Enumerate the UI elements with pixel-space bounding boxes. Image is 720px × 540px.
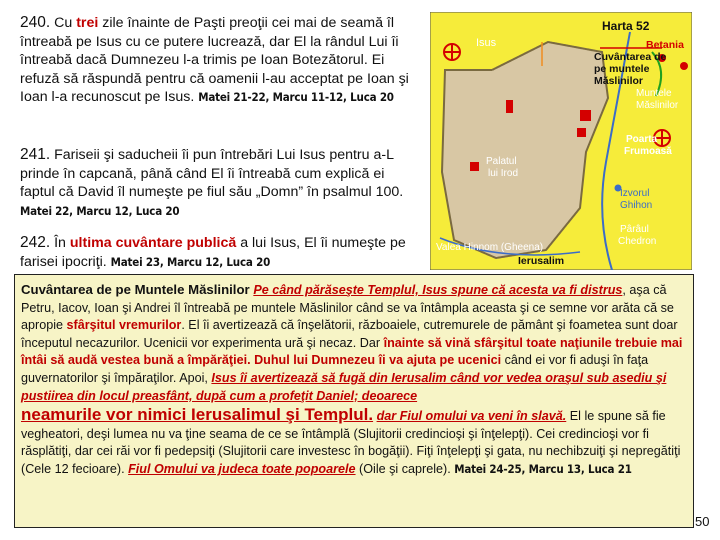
building-icon bbox=[577, 128, 586, 137]
scripture-reference: Matei 22, Marcu 12, Luca 20 bbox=[20, 203, 180, 218]
map-label: Isus bbox=[476, 37, 497, 49]
building-icon bbox=[580, 110, 591, 121]
box-text: El le spune să fie vegheatori, deşi lumea nu va ţine seama de ce se întâmplă (Slujitorii credincioşi şi înţelepţi). Cei credincioşi vor fi răsplătiţi, dar cei răi vor fi pedepsiţi (Slujitorii care investesc în bogăţii). Fiţi înţelepţi şi gata, nu nechibzuiţi şi nepregătiţi (Cele 12 fecioare). bbox=[21, 409, 681, 476]
section-text: a lui Isus, El îi numeşte pe farisei ipocriţi. bbox=[20, 235, 406, 270]
emphasis-text: trei bbox=[76, 15, 99, 31]
scripture-reference: Matei 21-22, Marcu 11-12, Luca 20 bbox=[198, 90, 394, 104]
section-text: În bbox=[50, 235, 70, 251]
section-text: zile înainte de Paşti preoţii cei mai de seamă îl întreabă pe Isus cu ce putere lucrează, dar El la rândul Lui îi întreabă dacă Dumnezeu l-a trimis pe Ioan Botezătorul. Ei refuză să răspundă pentru că oamenii l-au acceptat pe Ioan şi Ioan l-a recunoscut pe Isus. bbox=[20, 15, 409, 105]
box-title: Cuvântarea de pe Muntele Măslinilor bbox=[21, 282, 254, 297]
scripture-reference: Matei 24-25, Marcu 13, Luca 21 bbox=[454, 461, 632, 476]
section-text: Cu bbox=[50, 15, 77, 31]
map-label: Cuvântarea de bbox=[594, 51, 667, 63]
box-text: . El îi avertizează că înşelătorii, războaiele, cutremurele de pământ şi foametea sunt doar începutul necazurilor. Ucenicii vor experimenta ură şi necaz. Dar bbox=[21, 318, 678, 350]
map-label: Betania bbox=[646, 39, 684, 51]
emphasis-text: ultima cuvântare publică bbox=[69, 235, 237, 251]
map-label: Poarta bbox=[626, 134, 658, 145]
section-240 bbox=[20, 14, 418, 107]
map-label: Palatul bbox=[486, 156, 517, 167]
building-icon bbox=[506, 100, 513, 113]
emphasis-text: Isus îi avertizează să fugă din Ierusalim când vor vedea oraşul sub asediu şi pustiirea din locul preasfânt, după cum a profeţit Daniel; deoarece bbox=[21, 370, 667, 403]
map-label: Chedron bbox=[618, 236, 657, 247]
box-text: , aşa că Petru, Iacov, Ioan şi Andrei îl întreabă pe muntele Măslinilor când se va întâmpla aceasta şi ce semne vor arăta că se apropie bbox=[21, 283, 674, 333]
map-label: Izvorul bbox=[620, 188, 650, 199]
map-label: Ierusalim bbox=[518, 255, 565, 267]
scripture-reference: Matei 23, Marcu 12, Luca 20 bbox=[110, 254, 271, 269]
map-label: Muntele bbox=[636, 88, 672, 99]
emphasis-text: Fiul Omului va judeca toate popoarele bbox=[128, 461, 356, 476]
emphasis-text: Pe când părăseşte Templul, Isus spune că acesta va fi distrus bbox=[253, 283, 623, 297]
headline-text: neamurile vor nimici Ierusalimul şi Templul. bbox=[21, 405, 374, 425]
box-text: (Oile şi caprele). bbox=[355, 461, 455, 476]
map-label: pe muntele bbox=[594, 63, 650, 75]
map-title: Harta 52 bbox=[602, 19, 650, 33]
map-label: Valea Hinnom (Gheena) bbox=[436, 242, 544, 253]
section-text: Fariseii şi saducheii îi pun întrebări Lui Isus pentru a-L prinde în capcană, până când El îi întreabă cum explică ei faptul că David îl numeşte pe fiul său „Domn” în psalmul 100. bbox=[20, 147, 404, 200]
map-label: Măslinilor bbox=[594, 75, 644, 87]
box-text: când ei vor fi aduşi în faţa guvernatorilor şi împăraţilor. Apoi, bbox=[21, 353, 649, 385]
section-number: 241. bbox=[20, 146, 51, 163]
map-label: Pârâul bbox=[620, 224, 649, 235]
page-number: 50 bbox=[695, 514, 710, 529]
building-icon bbox=[470, 162, 479, 171]
olivet-discourse-box bbox=[14, 274, 694, 528]
map-label: Măslinilor bbox=[636, 100, 679, 111]
map-label: lui Irod bbox=[488, 168, 519, 179]
section-number: 240. bbox=[20, 14, 51, 31]
location-dot-icon bbox=[680, 62, 688, 70]
emphasis-text: sfârşitul vremurilor bbox=[66, 318, 182, 333]
section-242 bbox=[20, 234, 420, 271]
jerusalem-map bbox=[430, 12, 692, 270]
map-label: Ghihon bbox=[620, 200, 653, 211]
emphasis-text: dar Fiul omului va veni în slavă. bbox=[376, 409, 567, 424]
map-label: Frumoasă bbox=[624, 146, 672, 157]
section-number: 242. bbox=[20, 234, 51, 251]
emphasis-text: înainte să vină sfârşitul toate naţiunile trebuie mai întâi să audă vestea bună a împărăţiei. Duhul lui Dumnezeu îi va ajuta pe ucenici bbox=[21, 335, 683, 368]
section-241 bbox=[20, 146, 420, 220]
